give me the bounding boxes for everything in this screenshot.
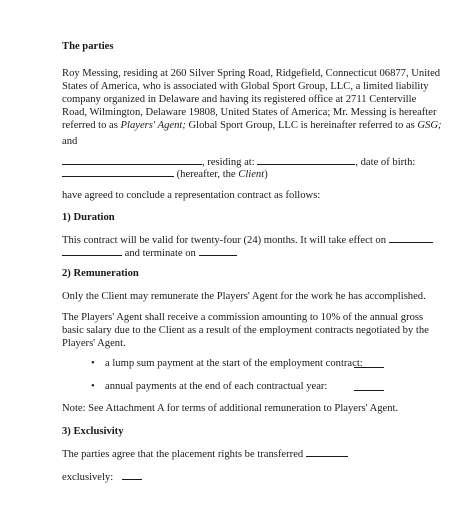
date-of-birth-label: , date of birth: — [355, 157, 416, 168]
parties-heading: The parties — [62, 41, 114, 52]
commission-line-1: The Players' Agent shall receive a commission amounting to 10% of the annual gross — [62, 312, 424, 323]
duration-line-2 — [62, 246, 237, 260]
parties-line-5-a: referred to as — [62, 120, 121, 131]
agreed-line: have agreed to conclude a representation contract as follows: — [62, 190, 321, 201]
exclusivity-line-2 — [62, 470, 142, 484]
duration-heading: 1) Duration — [62, 212, 115, 223]
commission-line-2: basic salary due to the Client as a result of the employment contracts negotiated by the — [62, 325, 429, 336]
lump-sum-text: a lump sum payment at the start of the employment contract: — [105, 358, 363, 369]
client-dob-blank[interactable] — [62, 167, 174, 177]
hereafter-a: (hereafter, the — [176, 169, 239, 180]
client-dob-line — [62, 167, 268, 181]
parties-line-2: States of America, who is associated with Global Sport Group, LLC, a limited liability — [62, 81, 429, 92]
gsg-term: GSG; — [417, 120, 442, 131]
exclusivity-text-1: The parties agree that the placement rights be transferred — [62, 449, 304, 460]
duration-text-1: This contract will be valid for twenty-four (24) months. It will take effect on — [62, 235, 386, 246]
remuneration-heading: 2) Remuneration — [62, 268, 139, 279]
and-label: and — [62, 136, 78, 147]
exclusivity-line-1 — [62, 447, 348, 461]
parties-line-5-c: Global Sport Group, LLC is hereinafter referred to as — [185, 120, 418, 131]
exclusivity-text-2: exclusively: — [62, 472, 114, 483]
client-name-blank[interactable] — [62, 155, 202, 165]
duration-lead-blank[interactable] — [62, 246, 122, 256]
remuneration-note: Note: See Attachment A for terms of additional remuneration to Players' Agent. — [62, 403, 399, 414]
bullet-2: • — [91, 381, 95, 392]
exclusivity-heading: 3) Exclusivity — [62, 426, 124, 437]
annual-payments-text: annual payments at the end of each contractual year: — [105, 381, 328, 392]
hereafter-c: ) — [264, 169, 268, 180]
start-date-blank[interactable] — [389, 233, 433, 243]
placement-rights-blank[interactable] — [306, 447, 348, 457]
end-date-blank[interactable] — [199, 246, 237, 256]
client-address-blank[interactable] — [257, 155, 355, 165]
commission-line-3: Players' Agent. — [62, 338, 126, 349]
exclusively-blank[interactable] — [122, 470, 142, 480]
residing-at-label: , residing at: — [202, 157, 255, 168]
client-term: Client — [238, 169, 265, 180]
players-agent-term: Players' Agent; — [120, 120, 186, 131]
annual-payments-blank[interactable] — [354, 389, 384, 391]
bullet-1: • — [91, 358, 95, 369]
parties-line-1: Roy Messing, residing at 260 Silver Spring Road, Ridgefield, Connecticut 06877, United — [62, 68, 441, 79]
parties-line-5 — [62, 119, 442, 132]
lump-sum-blank[interactable] — [354, 366, 384, 368]
parties-line-4: Road, Wilmington, Delaware 19808, United States of America; Mr. Messing is hereafter — [62, 107, 437, 118]
duration-line-1 — [62, 233, 433, 247]
parties-line-3: company organized in Delaware and having its registered office at 2711 Centerville — [62, 94, 417, 105]
duration-text-2: and terminate on — [124, 248, 196, 259]
remuneration-line-1: Only the Client may remunerate the Players' Agent for the work he has accomplished. — [62, 291, 426, 302]
